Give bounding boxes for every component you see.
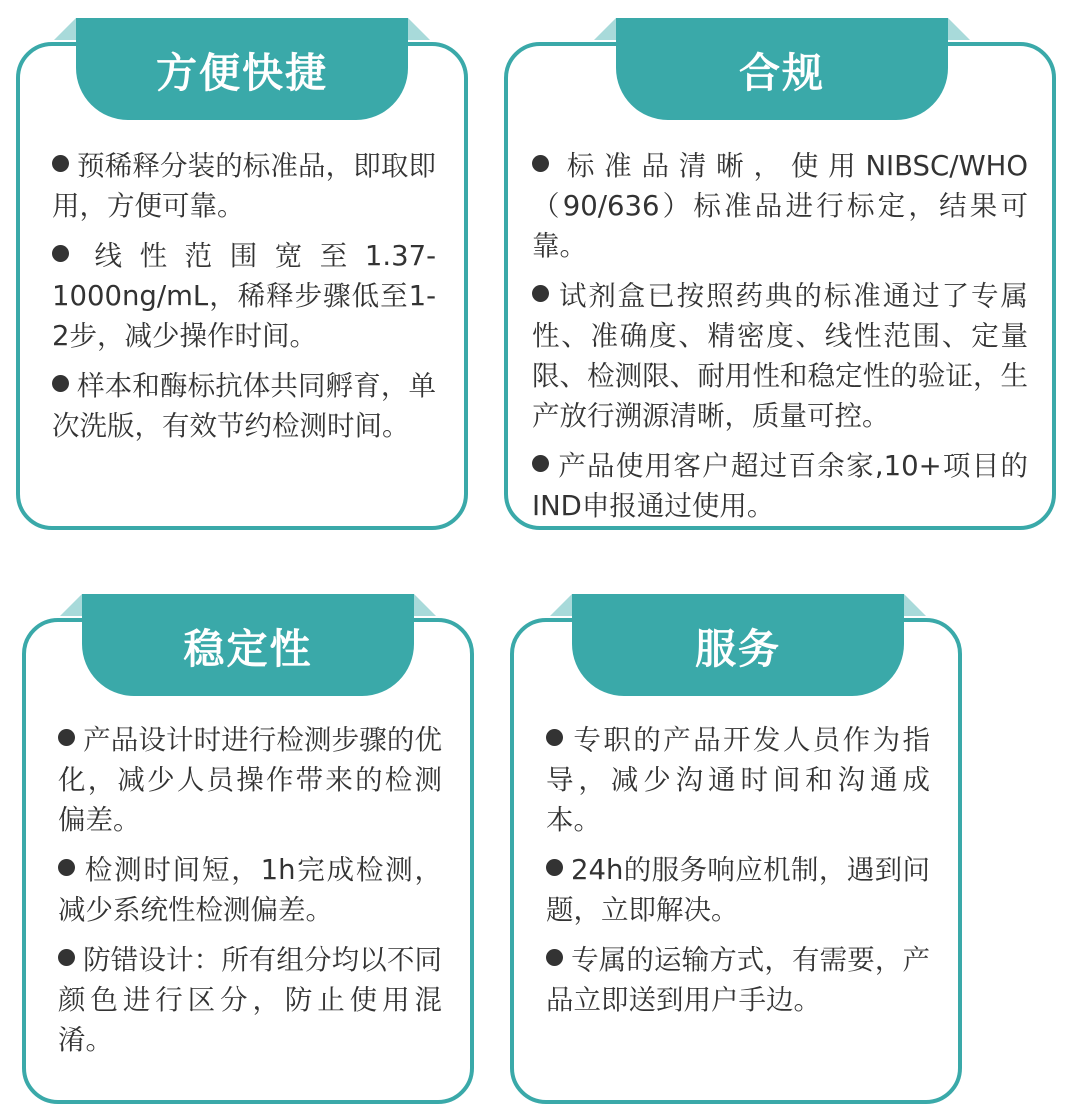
bullet-icon: [532, 455, 549, 472]
card-compliance-list: [532, 146, 1028, 536]
bullet-icon: [532, 285, 549, 302]
card-convenience-list: [52, 146, 436, 456]
bullet-icon: [546, 949, 563, 966]
bullet-icon: [52, 245, 69, 262]
card-stability-title: 稳定性: [82, 594, 414, 696]
bullet-icon: [58, 949, 75, 966]
list-item: 线性范围宽至1.37-1000ng/mL，稀释步骤低至1-2步，减少操作时间。: [52, 240, 436, 352]
card-stability-header: [60, 594, 436, 696]
bullet-icon: [546, 729, 563, 746]
card-stability-list: [58, 720, 442, 1070]
card-convenience-header: [54, 18, 430, 120]
bullet-icon: [532, 155, 549, 172]
list-item: 试剂盒已按照药典的标准通过了专属性、准确度、精密度、线性范围、定量限、检测限、耐用性和稳定性的验证，生产放行溯源清晰，质量可控。: [532, 280, 1028, 432]
list-item: 专职的产品开发人员作为指导，减少沟通时间和沟通成本。: [546, 724, 930, 836]
card-service-title: 服务: [572, 594, 904, 696]
bullet-icon: [58, 729, 75, 746]
list-item: 标准品清晰，使用NIBSC/WHO（90/636）标准品进行标定，结果可靠。: [532, 150, 1028, 262]
card-service-header: [550, 594, 926, 696]
bullet-icon: [52, 375, 69, 392]
list-item: 24h的服务响应机制，遇到问题，立即解决。: [546, 854, 930, 926]
bullet-icon: [58, 859, 75, 876]
card-service-list: [546, 720, 930, 1030]
card-compliance-title: 合规: [616, 18, 948, 120]
list-item: 防错设计：所有组分均以不同颜色进行区分，防止使用混淆。: [58, 944, 442, 1056]
list-item: 产品使用客户超过百余家,10+项目的IND申报通过使用。: [532, 450, 1028, 522]
bullet-icon: [546, 859, 563, 876]
list-item: 检测时间短，1h完成检测，减少系统性检测偏差。: [58, 854, 442, 926]
list-item: 产品设计时进行检测步骤的优化，减少人员操作带来的检测偏差。: [58, 724, 442, 836]
list-item: 预稀释分装的标准品，即取即用，方便可靠。: [52, 150, 436, 222]
bullet-icon: [52, 155, 69, 172]
list-item: 专属的运输方式，有需要，产品立即送到用户手边。: [546, 944, 930, 1016]
card-convenience-title: 方便快捷: [76, 18, 408, 120]
card-compliance-header: [594, 18, 970, 120]
list-item: 样本和酶标抗体共同孵育，单次洗版，有效节约检测时间。: [52, 370, 436, 442]
